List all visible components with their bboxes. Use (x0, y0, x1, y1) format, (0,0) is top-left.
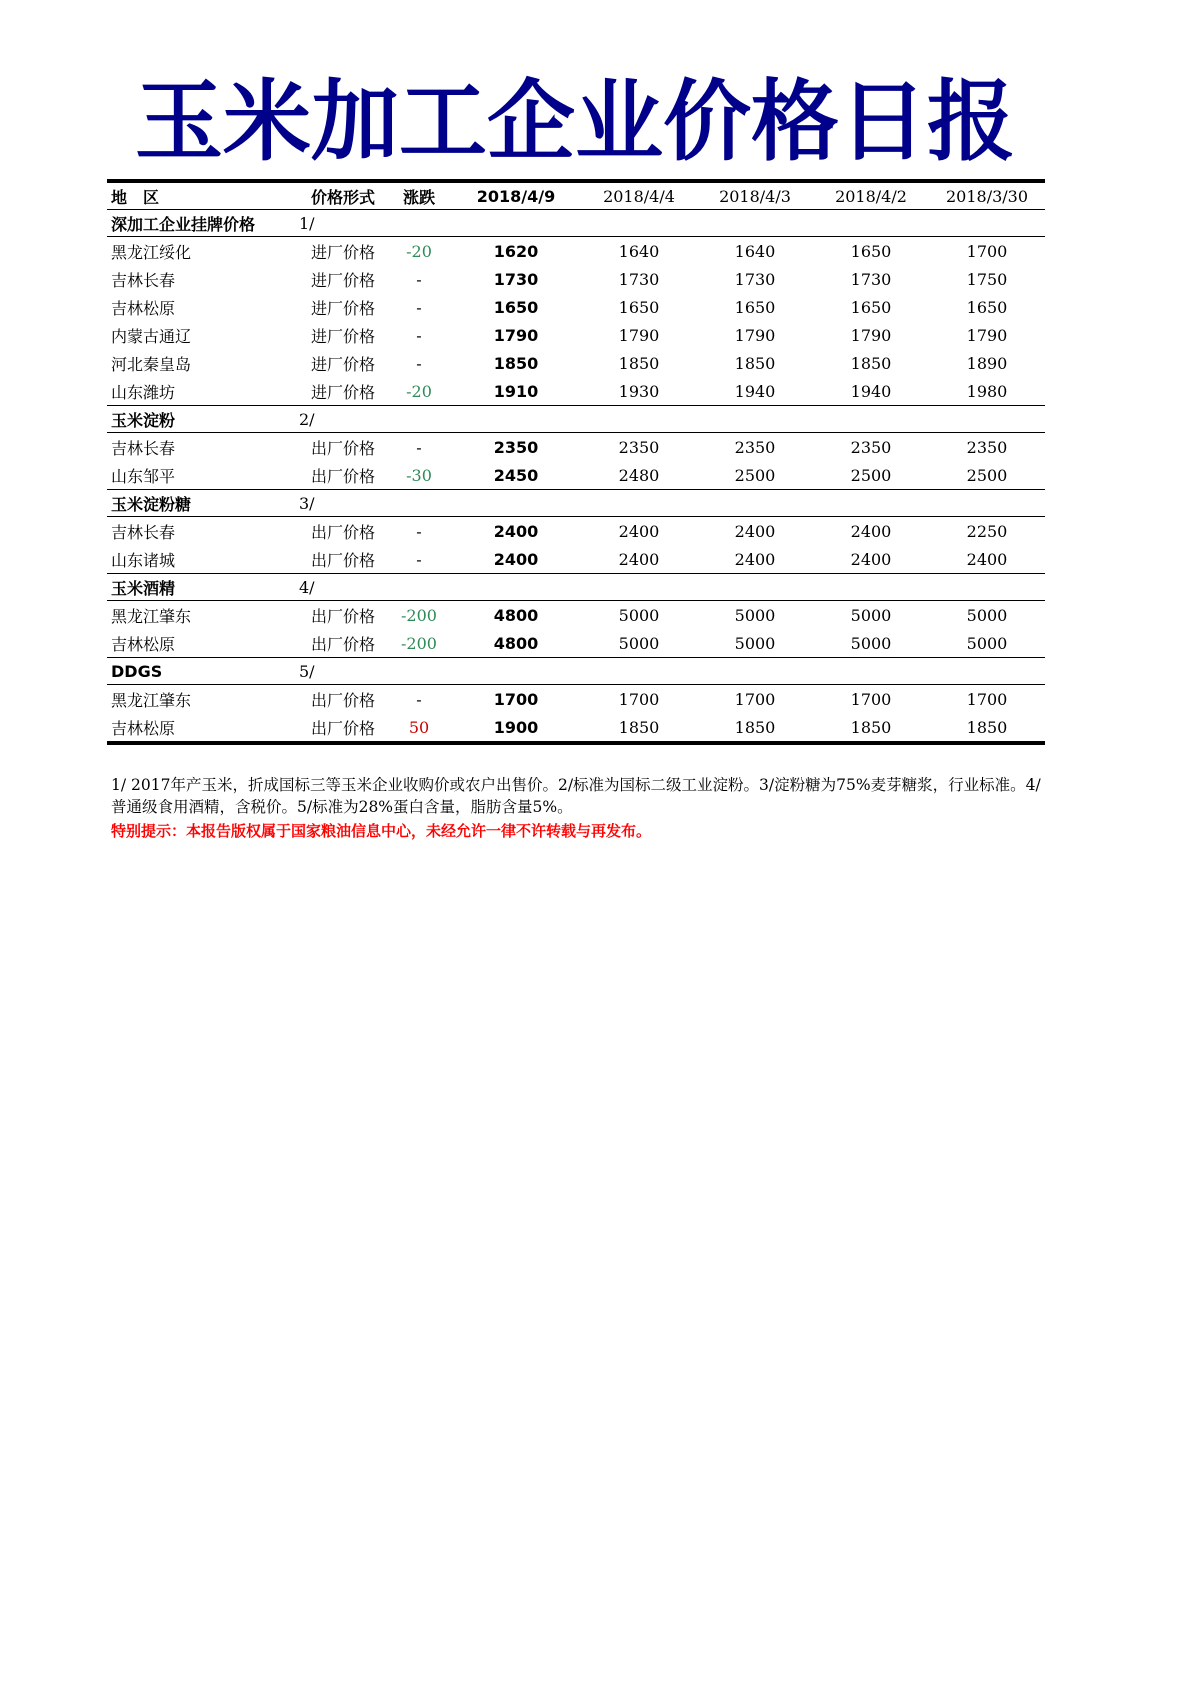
price-form-cell: 出厂价格 (310, 466, 375, 486)
current-price-cell: 1850 (493, 353, 539, 373)
header-change: 涨跌 (387, 181, 451, 210)
table-row (107, 545, 1045, 574)
section-blank (387, 210, 1045, 237)
price-cell: 2400 (850, 549, 892, 569)
section-header-row (107, 658, 1045, 685)
table-row (107, 265, 1045, 293)
price-cell: 1700 (966, 689, 1008, 709)
price-cell: 2500 (850, 465, 892, 485)
price-cell: 1700 (618, 689, 660, 709)
price-cell: 1650 (734, 297, 776, 317)
price-cell: 1850 (850, 353, 892, 373)
price-cell: 2500 (966, 465, 1008, 485)
price-cell: 2250 (966, 521, 1008, 541)
price-form-cell: 进厂价格 (310, 382, 375, 402)
region-cell: 吉林松原 (107, 713, 299, 743)
price-cell: 1750 (966, 269, 1008, 289)
section-blank (387, 490, 1045, 517)
change-cell: - (416, 521, 422, 541)
price-cell: 1790 (850, 325, 892, 345)
table-row (107, 517, 1045, 546)
section-note: 1/ (299, 210, 387, 237)
price-cell: 1730 (618, 269, 660, 289)
price-cell: 1850 (813, 713, 929, 743)
footnotes: 1/ 2017年产玉米，折成国标三等玉米企业收购价或农户出售价。2/标准为国标二级工业淀粉。3/淀粉糖为75%麦芽糖浆，行业标准。4/普通级食用酒精，含税价。5/标准为28%蛋白含量，脂肪含量5%。 (111, 776, 1041, 816)
change-cell: -200 (401, 605, 437, 625)
region-cell: 山东潍坊 (111, 382, 176, 402)
price-cell: 5000 (966, 605, 1008, 625)
price-cell: 2350 (734, 437, 776, 457)
current-price-cell: 4800 (493, 633, 539, 653)
section-note: 4/ (299, 574, 387, 601)
price-cell: 1930 (618, 381, 660, 401)
price-cell: 1850 (697, 713, 813, 743)
current-price-cell: 4800 (493, 605, 539, 625)
current-price-cell: 1730 (493, 269, 539, 289)
price-cell: 2400 (966, 549, 1008, 569)
price-cell: 1850 (581, 713, 697, 743)
change-cell: -20 (406, 241, 432, 261)
price-cell: 1650 (850, 297, 892, 317)
price-cell: 1640 (734, 241, 776, 261)
change-cell: - (416, 325, 422, 345)
price-cell: 2400 (850, 521, 892, 541)
price-cell: 1650 (966, 297, 1008, 317)
price-cell: 1850 (734, 353, 776, 373)
region-cell: 吉林松原 (111, 298, 176, 318)
header-region: 地 区 (107, 181, 299, 210)
price-cell: 2350 (618, 437, 660, 457)
section-header-row (107, 210, 1045, 237)
price-cell: 2400 (618, 521, 660, 541)
section-note: 3/ (299, 490, 387, 517)
table-row (107, 601, 1045, 630)
change-cell: - (416, 437, 422, 457)
price-cell: 5000 (734, 605, 776, 625)
price-cell: 1650 (618, 297, 660, 317)
section-name: 深加工企业挂牌价格 (107, 210, 299, 237)
region-cell: 山东诸城 (111, 550, 176, 570)
section-name: 玉米酒精 (107, 574, 299, 601)
current-price-cell: 1910 (493, 381, 539, 401)
region-cell: 山东邹平 (111, 466, 176, 486)
table-row (107, 377, 1045, 406)
current-price-cell: 1700 (493, 689, 539, 709)
price-form-cell: 进厂价格 (310, 326, 375, 346)
section-blank (387, 574, 1045, 601)
current-price-cell: 1650 (493, 297, 539, 317)
price-form-cell: 进厂价格 (310, 354, 375, 374)
price-cell: 2350 (850, 437, 892, 457)
region-cell: 内蒙古通辽 (111, 326, 192, 346)
price-cell: 2400 (734, 521, 776, 541)
page-title: 玉米加工企业价格日报 (134, 70, 1015, 173)
change-cell: - (416, 269, 422, 289)
region-cell: 河北秦皇岛 (111, 354, 192, 374)
copyright-warning: 特别提示：本报告版权属于国家粮油信息中心，未经允许一律不许转载与再发布。 (111, 822, 652, 840)
region-cell: 黑龙江肇东 (111, 690, 192, 710)
change-cell: - (416, 297, 422, 317)
change-cell: - (416, 689, 422, 709)
section-blank (387, 406, 1045, 433)
region-cell: 吉林长春 (111, 270, 176, 290)
section-name: 玉米淀粉糖 (107, 490, 299, 517)
region-cell: 黑龙江绥化 (111, 242, 192, 262)
table-row (107, 685, 1045, 714)
price-form-cell: 出厂价格 (310, 690, 375, 710)
price-cell: 1940 (850, 381, 892, 401)
price-cell: 2350 (966, 437, 1008, 457)
change-cell: - (416, 353, 422, 373)
region-cell: 吉林长春 (111, 522, 176, 542)
current-price-cell: 2400 (493, 549, 539, 569)
header-date-0: 2018/4/9 (451, 181, 581, 210)
price-form-cell: 出厂价格 (310, 634, 375, 654)
price-cell: 2400 (734, 549, 776, 569)
price-cell: 5000 (850, 633, 892, 653)
price-cell: 2400 (618, 549, 660, 569)
price-form-cell: 进厂价格 (310, 242, 375, 262)
current-price-cell: 2400 (493, 521, 539, 541)
table-row (107, 629, 1045, 658)
price-cell: 5000 (734, 633, 776, 653)
region-cell: 吉林长春 (111, 438, 176, 458)
price-cell: 2480 (618, 465, 660, 485)
price-cell: 1850 (929, 713, 1045, 743)
price-cell: 5000 (618, 633, 660, 653)
price-cell: 1790 (966, 325, 1008, 345)
price-cell: 1730 (734, 269, 776, 289)
section-name: DDGS (107, 658, 299, 685)
price-cell: 1980 (966, 381, 1008, 401)
region-cell: 吉林松原 (111, 634, 176, 654)
price-form-cell: 出厂价格 (310, 522, 375, 542)
change-cell: -30 (406, 465, 432, 485)
section-header-row (107, 574, 1045, 601)
table-header-row (107, 181, 1045, 210)
region-cell: 黑龙江肇东 (111, 606, 192, 626)
header-price-form: 价格形式 (299, 181, 387, 210)
price-cell: 1940 (734, 381, 776, 401)
price-form-cell: 出厂价格 (310, 550, 375, 570)
table-row (107, 461, 1045, 490)
header-date-3: 2018/4/2 (813, 181, 929, 210)
price-cell: 1640 (618, 241, 660, 261)
price-cell: 1850 (618, 353, 660, 373)
current-price-cell: 2350 (493, 437, 539, 457)
price-cell: 5000 (966, 633, 1008, 653)
current-price-cell: 1620 (493, 241, 539, 261)
price-cell: 1700 (850, 689, 892, 709)
change-cell: 50 (387, 713, 451, 743)
table-row (107, 349, 1045, 377)
price-cell: 1790 (734, 325, 776, 345)
table-row (107, 713, 1045, 743)
price-cell: 1700 (734, 689, 776, 709)
current-price-cell: 2450 (493, 465, 539, 485)
price-cell: 1650 (850, 241, 892, 261)
section-note: 2/ (299, 406, 387, 433)
change-cell: - (416, 549, 422, 569)
header-date-2: 2018/4/3 (697, 181, 813, 210)
section-header-row (107, 490, 1045, 517)
header-date-1: 2018/4/4 (581, 181, 697, 210)
table-row (107, 293, 1045, 321)
header-date-4: 2018/3/30 (929, 181, 1045, 210)
price-form-cell: 出厂价格 (310, 606, 375, 626)
price-form-cell: 进厂价格 (310, 298, 375, 318)
price-cell: 1730 (850, 269, 892, 289)
table-row (107, 237, 1045, 266)
change-cell: -20 (406, 381, 432, 401)
price-table (107, 179, 1045, 745)
section-name: 玉米淀粉 (107, 406, 299, 433)
section-header-row (107, 406, 1045, 433)
price-cell: 2500 (734, 465, 776, 485)
price-cell: 1890 (966, 353, 1008, 373)
price-cell: 5000 (850, 605, 892, 625)
current-price-cell: 1900 (451, 713, 581, 743)
current-price-cell: 1790 (493, 325, 539, 345)
price-cell: 5000 (618, 605, 660, 625)
section-blank (387, 658, 1045, 685)
table-row (107, 433, 1045, 462)
price-form-cell: 出厂价格 (310, 438, 375, 458)
price-form-cell: 出厂价格 (299, 713, 387, 743)
price-cell: 1700 (966, 241, 1008, 261)
table-row (107, 321, 1045, 349)
section-note: 5/ (299, 658, 387, 685)
price-form-cell: 进厂价格 (310, 270, 375, 290)
price-cell: 1790 (618, 325, 660, 345)
change-cell: -200 (401, 633, 437, 653)
